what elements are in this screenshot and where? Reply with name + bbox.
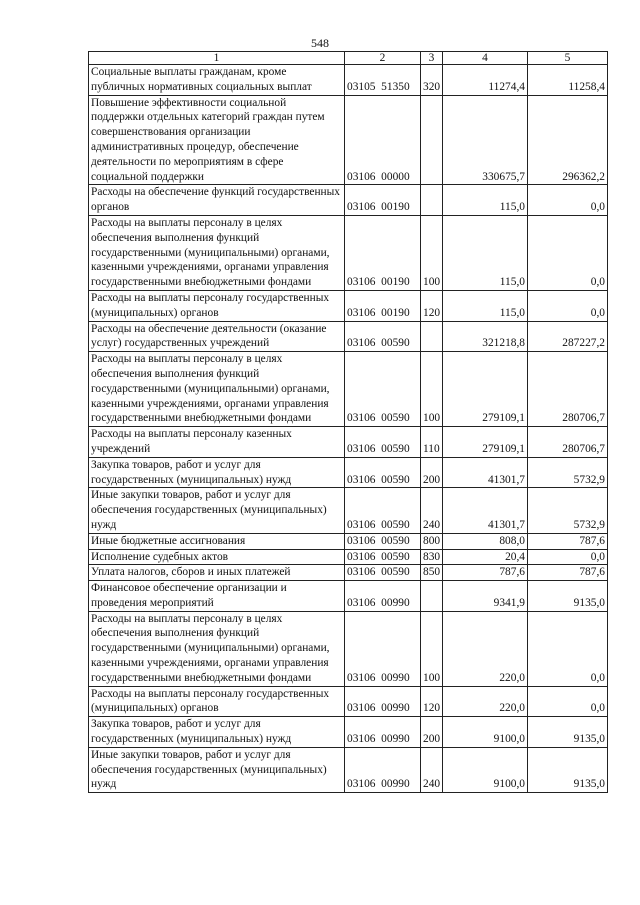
row-description: Расходы на выплаты персоналу государственных (муниципальных) органов xyxy=(89,686,345,717)
row-value-col5: 5732,9 xyxy=(528,457,608,488)
row-code: 03106 00590 xyxy=(345,565,421,581)
row-description: Повышение эффективности социальной поддержки отдельных категорий граждан путем совершенствования организации административных процедур, обеспечение деятельности по мероприятиям в сфере социальной поддержки xyxy=(89,95,345,185)
row-code: 03106 00990 xyxy=(345,686,421,717)
row-code: 03106 00590 xyxy=(345,533,421,549)
page-number: 548 xyxy=(311,36,329,50)
row-description: Расходы на выплаты персоналу в целях обеспечения выполнения функций государственными (муниципальными) органами, казенными учреждениями, органами управления государственными внебюджетными фондами xyxy=(89,352,345,427)
row-value-col5: 9135,0 xyxy=(528,581,608,612)
table-row xyxy=(89,457,608,488)
row-value-col5: 0,0 xyxy=(528,290,608,321)
row-code: 03106 00590 xyxy=(345,352,421,427)
table-row xyxy=(89,747,608,792)
row-code: 03106 00990 xyxy=(345,717,421,748)
row-value-col4: 321218,8 xyxy=(443,321,528,352)
row-description: Иные бюджетные ассигнования xyxy=(89,533,345,549)
row-code: 03106 00990 xyxy=(345,747,421,792)
row-value-col4: 41301,7 xyxy=(443,457,528,488)
row-code: 03106 00590 xyxy=(345,457,421,488)
row-code: 03106 00590 xyxy=(345,321,421,352)
row-description: Иные закупки товаров, работ и услуг для обеспечения государственных (муниципальных) нужд xyxy=(89,488,345,533)
row-expense-type: 200 xyxy=(421,717,443,748)
row-value-col4: 9100,0 xyxy=(443,747,528,792)
row-code: 03106 00590 xyxy=(345,488,421,533)
row-expense-type xyxy=(421,581,443,612)
row-expense-type: 100 xyxy=(421,352,443,427)
row-value-col5: 0,0 xyxy=(528,215,608,290)
row-value-col4: 787,6 xyxy=(443,565,528,581)
table-row xyxy=(89,321,608,352)
table-row xyxy=(89,533,608,549)
table-row xyxy=(89,427,608,458)
row-value-col4: 11274,4 xyxy=(443,65,528,96)
table-row xyxy=(89,717,608,748)
row-description: Расходы на обеспечение функций государственных органов xyxy=(89,185,345,216)
row-value-col4: 9100,0 xyxy=(443,717,528,748)
row-expense-type xyxy=(421,185,443,216)
table-row xyxy=(89,488,608,533)
header-row xyxy=(89,52,608,65)
row-code: 03106 00000 xyxy=(345,95,421,185)
row-code: 03106 00190 xyxy=(345,185,421,216)
row-value-col4: 330675,7 xyxy=(443,95,528,185)
row-description: Расходы на обеспечение деятельности (оказание услуг) государственных учреждений xyxy=(89,321,345,352)
table-row xyxy=(89,549,608,565)
table-row xyxy=(89,185,608,216)
row-value-col5: 787,6 xyxy=(528,533,608,549)
row-description: Закупка товаров, работ и услуг для государственных (муниципальных) нужд xyxy=(89,457,345,488)
row-value-col4: 115,0 xyxy=(443,290,528,321)
row-value-col5: 0,0 xyxy=(528,686,608,717)
row-description: Закупка товаров, работ и услуг для государственных (муниципальных) нужд xyxy=(89,717,345,748)
row-code: 03106 00590 xyxy=(345,549,421,565)
row-expense-type: 830 xyxy=(421,549,443,565)
table-row xyxy=(89,611,608,686)
row-value-col4: 115,0 xyxy=(443,215,528,290)
header-col-2: 2 xyxy=(345,52,421,65)
row-value-col4: 9341,9 xyxy=(443,581,528,612)
row-expense-type: 120 xyxy=(421,686,443,717)
row-value-col5: 287227,2 xyxy=(528,321,608,352)
table-row xyxy=(89,565,608,581)
row-value-col4: 279109,1 xyxy=(443,352,528,427)
row-value-col4: 41301,7 xyxy=(443,488,528,533)
row-description: Уплата налогов, сборов и иных платежей xyxy=(89,565,345,581)
budget-table xyxy=(88,51,608,793)
header-col-3: 3 xyxy=(421,52,443,65)
row-code: 03106 00190 xyxy=(345,215,421,290)
row-expense-type: 800 xyxy=(421,533,443,549)
header-col-1: 1 xyxy=(89,52,345,65)
row-expense-type: 850 xyxy=(421,565,443,581)
row-code: 03106 00990 xyxy=(345,611,421,686)
row-code: 03106 00990 xyxy=(345,581,421,612)
table-row xyxy=(89,581,608,612)
table-row xyxy=(89,686,608,717)
table-row xyxy=(89,65,608,96)
row-value-col5: 0,0 xyxy=(528,549,608,565)
row-value-col5: 0,0 xyxy=(528,185,608,216)
row-value-col5: 9135,0 xyxy=(528,747,608,792)
row-description: Расходы на выплаты персоналу в целях обеспечения выполнения функций государственными (муниципальными) органами, казенными учреждениями, органами управления государственными внебюджетными фондами xyxy=(89,215,345,290)
row-value-col5: 11258,4 xyxy=(528,65,608,96)
row-expense-type: 100 xyxy=(421,611,443,686)
row-code: 03106 00590 xyxy=(345,427,421,458)
row-description: Расходы на выплаты персоналу казенных учреждений xyxy=(89,427,345,458)
header-col-4: 4 xyxy=(443,52,528,65)
row-value-col4: 20,4 xyxy=(443,549,528,565)
header-col-5: 5 xyxy=(528,52,608,65)
row-code: 03105 51350 xyxy=(345,65,421,96)
row-value-col5: 296362,2 xyxy=(528,95,608,185)
table-row xyxy=(89,215,608,290)
row-value-col5: 787,6 xyxy=(528,565,608,581)
row-description: Иные закупки товаров, работ и услуг для обеспечения государственных (муниципальных) нужд xyxy=(89,747,345,792)
row-value-col4: 808,0 xyxy=(443,533,528,549)
row-value-col5: 0,0 xyxy=(528,611,608,686)
row-description: Расходы на выплаты персоналу государственных (муниципальных) органов xyxy=(89,290,345,321)
row-value-col5: 280706,7 xyxy=(528,427,608,458)
row-expense-type: 100 xyxy=(421,215,443,290)
row-value-col4: 279109,1 xyxy=(443,427,528,458)
row-description: Расходы на выплаты персоналу в целях обеспечения выполнения функций государственными (муниципальными) органами, казенными учреждениями, органами управления государственными внебюджетными фондами xyxy=(89,611,345,686)
row-expense-type xyxy=(421,321,443,352)
row-value-col4: 220,0 xyxy=(443,686,528,717)
row-expense-type: 110 xyxy=(421,427,443,458)
row-expense-type: 120 xyxy=(421,290,443,321)
row-value-col4: 220,0 xyxy=(443,611,528,686)
row-expense-type: 200 xyxy=(421,457,443,488)
row-value-col5: 9135,0 xyxy=(528,717,608,748)
table-row xyxy=(89,95,608,185)
table-row xyxy=(89,352,608,427)
row-code: 03106 00190 xyxy=(345,290,421,321)
row-value-col5: 5732,9 xyxy=(528,488,608,533)
row-expense-type: 320 xyxy=(421,65,443,96)
row-expense-type xyxy=(421,95,443,185)
table-row xyxy=(89,290,608,321)
row-value-col5: 280706,7 xyxy=(528,352,608,427)
row-expense-type: 240 xyxy=(421,488,443,533)
row-value-col4: 115,0 xyxy=(443,185,528,216)
row-description: Исполнение судебных актов xyxy=(89,549,345,565)
row-description: Социальные выплаты гражданам, кроме публичных нормативных социальных выплат xyxy=(89,65,345,96)
row-expense-type: 240 xyxy=(421,747,443,792)
row-description: Финансовое обеспечение организации и проведения мероприятий xyxy=(89,581,345,612)
